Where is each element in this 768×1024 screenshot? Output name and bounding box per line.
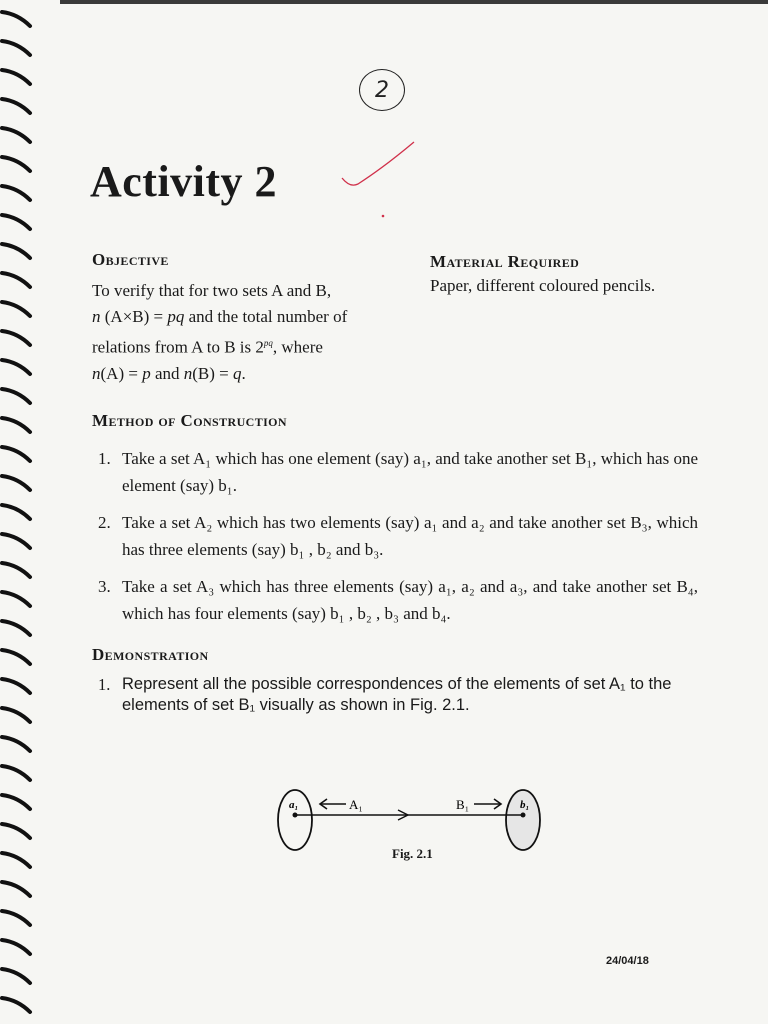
spiral-coil [2, 679, 30, 693]
spiral-coil [2, 186, 30, 200]
spiral-coil [2, 563, 30, 577]
list-item: 1. Take a set A₁ which has one element (say) a₁, and take another set B₁, which has one element (say) b₁. [98, 449, 698, 495]
spiral-coil [2, 418, 30, 432]
spiral-coil [2, 998, 30, 1012]
spiral-coil [2, 621, 30, 635]
check-mark-icon [338, 138, 418, 218]
demonstration-heading: Demonstration [92, 645, 209, 664]
spiral-coil [2, 824, 30, 838]
spiral-coil [2, 215, 30, 229]
demonstration-steps [98, 674, 698, 716]
spiral-coil [2, 128, 30, 142]
spiral-coil [2, 70, 30, 84]
spiral-coil [2, 534, 30, 548]
spiral-coil [2, 157, 30, 171]
spiral-coil [2, 969, 30, 983]
spiral-coil [2, 99, 30, 113]
spiral-coil [2, 505, 30, 519]
spiral-coil [2, 853, 30, 867]
method-heading: Method of Construction [92, 411, 287, 430]
spiral-coil [2, 882, 30, 896]
spiral-coil [2, 302, 30, 316]
method-steps [98, 445, 698, 637]
spiral-coil [2, 940, 30, 954]
objective-text [92, 278, 382, 387]
spiral-coil [2, 795, 30, 809]
list-item: 1. Represent all the possible correspondences of the elements of set A₁ to the elements of set B₁ visually as shown in Fig. 2.1. [98, 675, 672, 714]
label-b1: B₁ [456, 797, 470, 812]
objective-line-1: To verify that for two sets A and B, [92, 281, 332, 300]
spiral-coil [2, 273, 30, 287]
element-b1: b₁ [520, 799, 530, 811]
page-top-edge [60, 0, 768, 4]
spiral-coil [2, 389, 30, 403]
label-a1: A₁ [349, 797, 363, 812]
spiral-coil [2, 244, 30, 258]
objective-line-4: n(A) = p and n(B) = q. [92, 363, 246, 383]
spiral-coil [2, 592, 30, 606]
spiral-coil [2, 41, 30, 55]
spiral-coil [2, 360, 30, 374]
objective-heading: Objective [92, 250, 169, 269]
list-item: 3. Take a set A₃ which has three elements (say) a₁, a₂ and a₃, and take another set B₄, which has four elements (say) b₁ , b₂ , b₃ and b₄. [98, 577, 698, 623]
spiral-coil [2, 911, 30, 925]
spiral-coil [2, 766, 30, 780]
objective-line-3: relations from A to B is $2^{pq}$, where [92, 337, 323, 357]
material-heading: Material Required [430, 252, 580, 271]
spiral-coil [2, 650, 30, 664]
page-number-circle [359, 69, 405, 111]
spiral-coil [2, 331, 30, 345]
spiral-coil [2, 12, 30, 26]
spiral-binding [0, 0, 40, 1024]
date-stamp: 24/04/18 [606, 955, 649, 967]
page-number: 2 [375, 77, 389, 103]
page-title: Activity 2 [90, 157, 278, 206]
spiral-coil [2, 708, 30, 722]
spiral-coil [2, 447, 30, 461]
list-item: 2. Take a set A₂ which has two elements (say) a₁ and a₂ and take another set B₃, which has three elements (say) b₁ , b₂ and b₃. [98, 513, 698, 559]
material-text: Paper, different coloured pencils. [430, 276, 656, 295]
spiral-coil [2, 476, 30, 490]
spiral-coil [2, 737, 30, 751]
element-a1: a₁ [289, 799, 299, 811]
objective-line-2: n (A×B) = pq and the total number of [92, 307, 348, 326]
figure-caption: Fig. 2.1 [392, 846, 433, 861]
